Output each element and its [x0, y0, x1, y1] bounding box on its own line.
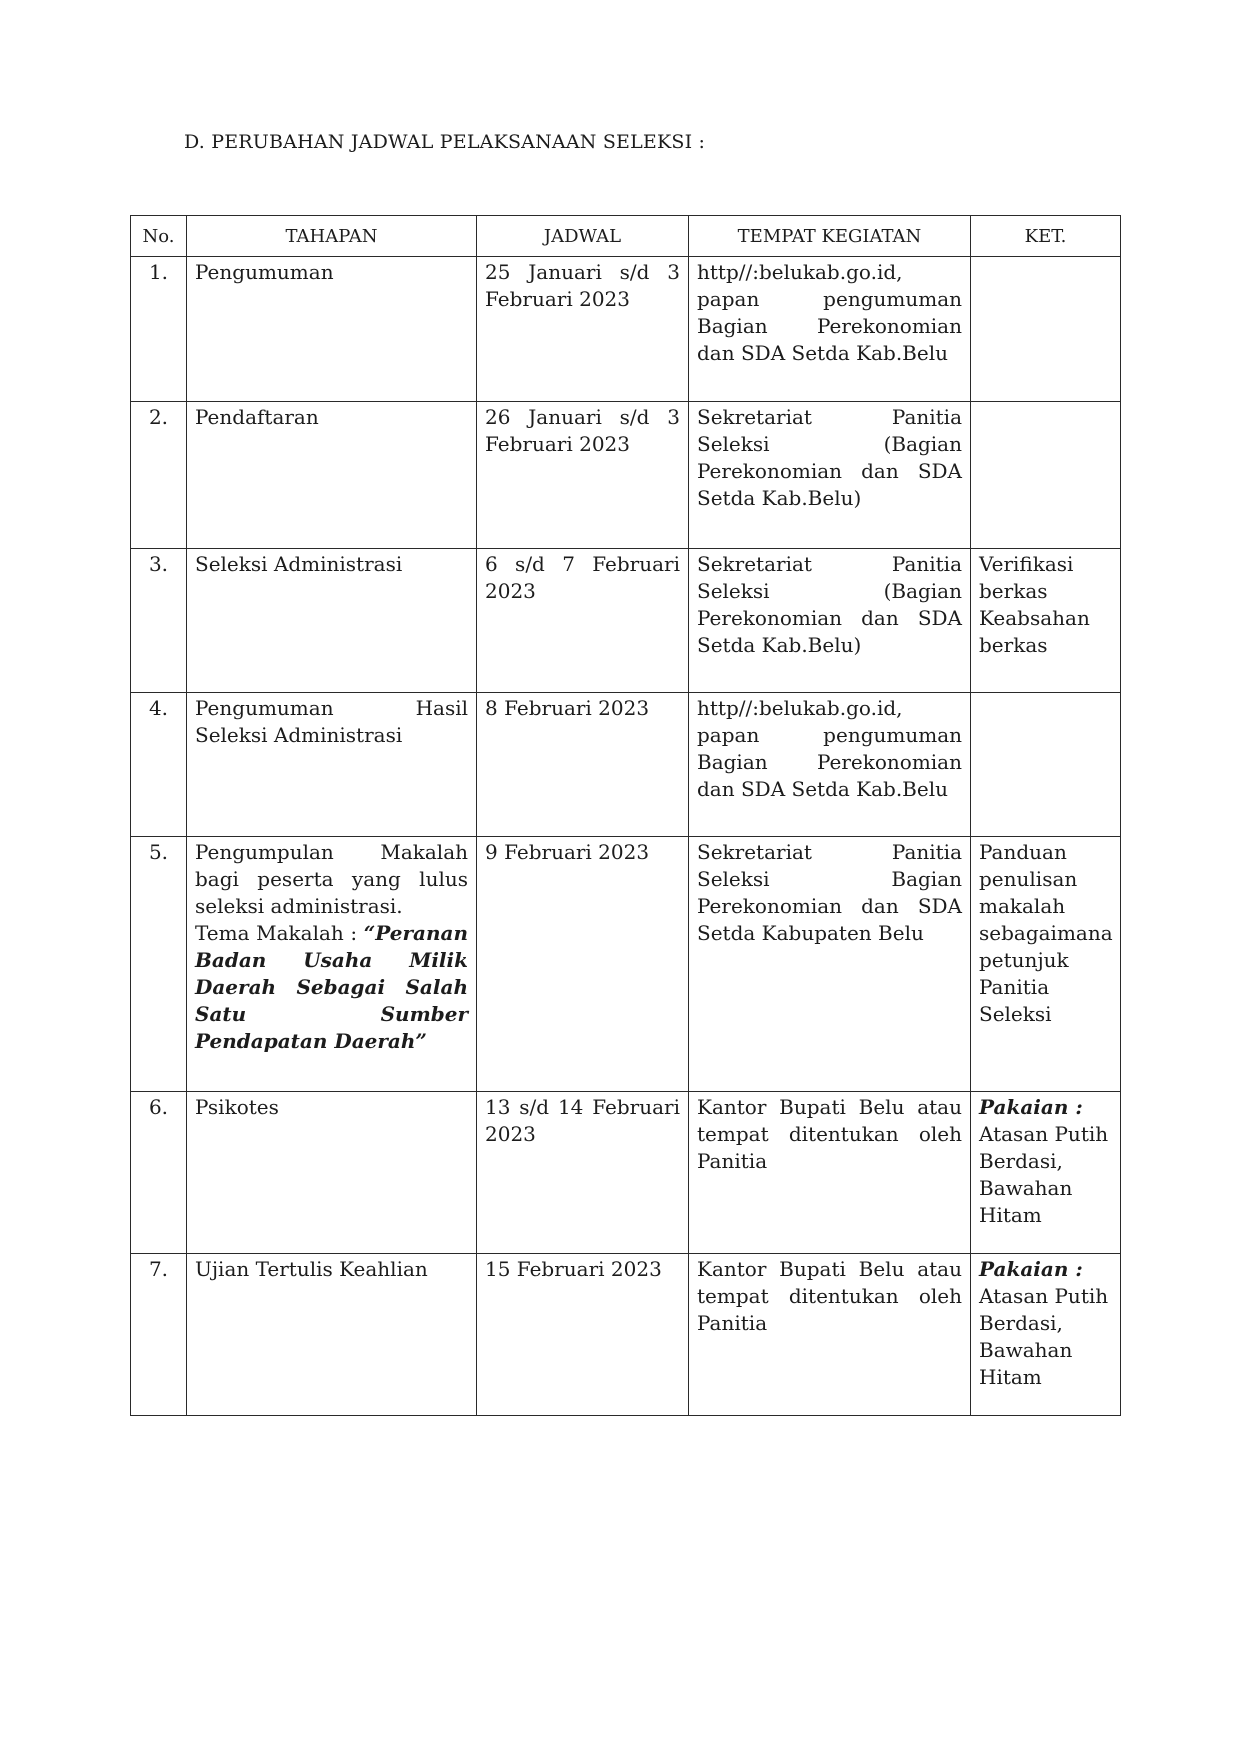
cell-tahapan: Pengumuman Hasil Seleksi Administrasi	[187, 693, 477, 837]
section-title: D. PERUBAHAN JADWAL PELAKSANAAN SELEKSI :	[184, 131, 706, 153]
cell-ket	[971, 1254, 1121, 1416]
cell-tahapan: Psikotes	[187, 1092, 477, 1254]
table-row	[131, 693, 1121, 837]
cell-jadwal: 15 Februari 2023	[477, 1254, 689, 1416]
dress-code-label: Pakaian :	[979, 1257, 1083, 1281]
cell-tempat: http//:belukab.go.id, papan pengumuman Bagian Perekonomian dan SDA Setda Kab.Belu	[689, 693, 971, 837]
paper-theme-label: Tema Makalah :	[195, 921, 364, 945]
header-ket: KET.	[971, 216, 1121, 257]
cell-ket	[971, 1092, 1121, 1254]
cell-no: 7.	[131, 1254, 187, 1416]
header-no: No.	[131, 216, 187, 257]
cell-tahapan: Pengumuman	[187, 257, 477, 402]
cell-ket: Verifikasi berkas Keabsahan berkas	[971, 549, 1121, 693]
table-row	[131, 257, 1121, 402]
cell-ket: Panduan penulisan makalah sebagaimana petunjuk Panitia Seleksi	[971, 837, 1121, 1092]
cell-no: 2.	[131, 402, 187, 549]
header-jadwal: JADWAL	[477, 216, 689, 257]
cell-ket	[971, 257, 1121, 402]
cell-jadwal: 25 Januari s/d 3 Februari 2023	[477, 257, 689, 402]
cell-jadwal: 8 Februari 2023	[477, 693, 689, 837]
cell-no: 3.	[131, 549, 187, 693]
table-row	[131, 837, 1121, 1092]
table-row	[131, 402, 1121, 549]
cell-jadwal: 13 s/d 14 Februari 2023	[477, 1092, 689, 1254]
dress-code-text: Atasan Putih Berdasi, Bawahan Hitam	[979, 1122, 1109, 1227]
table-row	[131, 1092, 1121, 1254]
schedule-table	[130, 215, 1121, 1416]
cell-jadwal: 26 Januari s/d 3 Februari 2023	[477, 402, 689, 549]
cell-tahapan: Ujian Tertulis Keahlian	[187, 1254, 477, 1416]
cell-tempat: Sekretariat Panitia Seleksi Bagian Perekonomian dan SDA Setda Kabupaten Belu	[689, 837, 971, 1092]
cell-tempat: Kantor Bupati Belu atau tempat ditentukan oleh Panitia	[689, 1254, 971, 1416]
table-row	[131, 549, 1121, 693]
cell-tempat: Sekretariat Panitia Seleksi (Bagian Perekonomian dan SDA Setda Kab.Belu)	[689, 402, 971, 549]
cell-ket	[971, 402, 1121, 549]
tahapan-text: Pengumpulan Makalah bagi peserta yang lulus seleksi administrasi.	[195, 840, 468, 918]
cell-tahapan	[187, 837, 477, 1092]
dress-code-label: Pakaian :	[979, 1095, 1083, 1119]
table-header-row	[131, 216, 1121, 257]
cell-ket	[971, 693, 1121, 837]
cell-tahapan: Pendaftaran	[187, 402, 477, 549]
dress-code-text: Atasan Putih Berdasi, Bawahan Hitam	[979, 1284, 1109, 1389]
table-row	[131, 1254, 1121, 1416]
cell-tempat: Sekretariat Panitia Seleksi (Bagian Perekonomian dan SDA Setda Kab.Belu)	[689, 549, 971, 693]
cell-jadwal: 9 Februari 2023	[477, 837, 689, 1092]
header-tahapan: TAHAPAN	[187, 216, 477, 257]
paper-theme	[195, 920, 468, 1055]
paper-theme-title: “Peranan Badan Usaha Milik Daerah Sebagai Salah Satu Sumber Pendapatan Daerah”	[195, 921, 468, 1053]
cell-tahapan: Seleksi Administrasi	[187, 549, 477, 693]
header-tempat: TEMPAT KEGIATAN	[689, 216, 971, 257]
cell-tempat: http//:belukab.go.id, papan pengumuman Bagian Perekonomian dan SDA Setda Kab.Belu	[689, 257, 971, 402]
cell-no: 1.	[131, 257, 187, 402]
cell-tempat: Kantor Bupati Belu atau tempat ditentukan oleh Panitia	[689, 1092, 971, 1254]
cell-no: 6.	[131, 1092, 187, 1254]
cell-no: 4.	[131, 693, 187, 837]
cell-jadwal: 6 s/d 7 Februari 2023	[477, 549, 689, 693]
cell-no: 5.	[131, 837, 187, 1092]
